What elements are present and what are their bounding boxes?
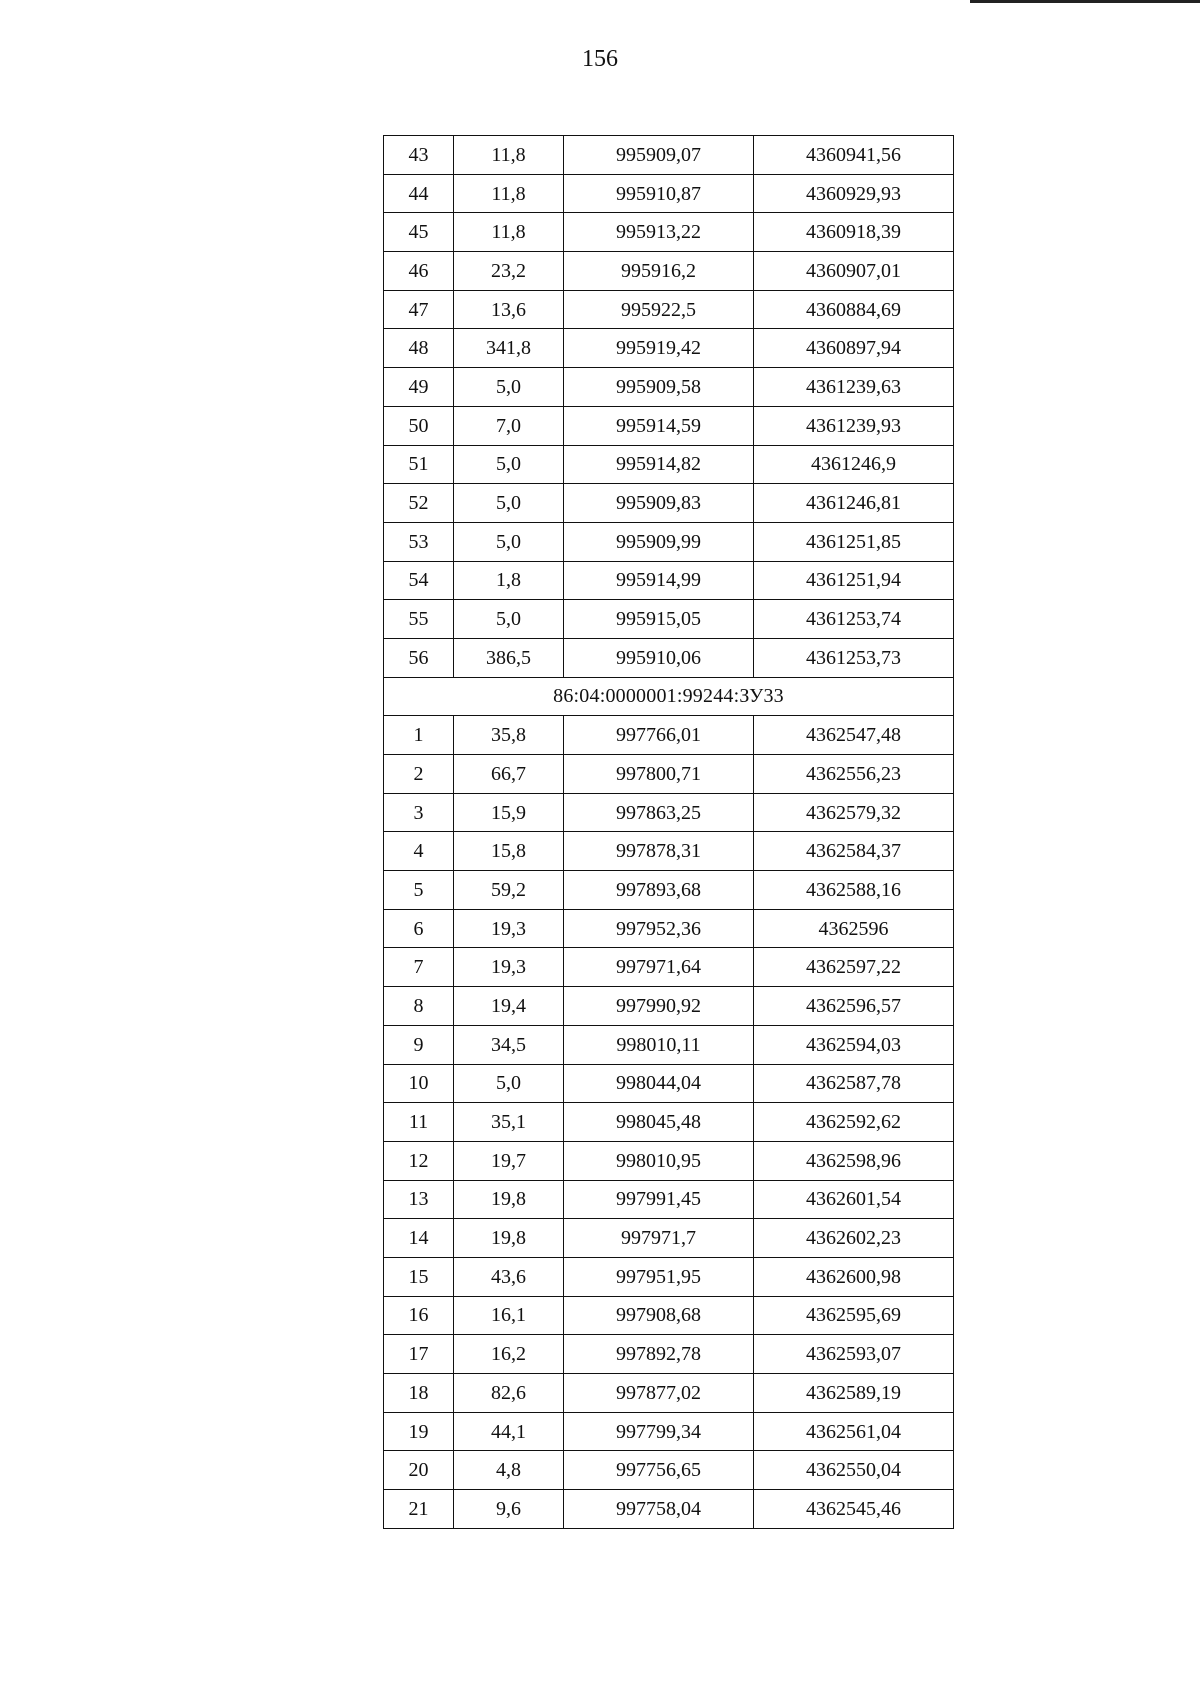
x-coordinate-cell: 995909,99 — [564, 522, 754, 561]
x-coordinate-cell: 995914,82 — [564, 445, 754, 484]
y-coordinate-cell: 4362545,46 — [754, 1490, 954, 1529]
point-number-cell: 3 — [384, 793, 454, 832]
point-number-cell: 13 — [384, 1180, 454, 1219]
y-coordinate-cell: 4362547,48 — [754, 716, 954, 755]
point-number-cell: 53 — [384, 522, 454, 561]
segment-length-cell: 43,6 — [454, 1257, 564, 1296]
table-row — [384, 1064, 954, 1103]
x-coordinate-cell: 995913,22 — [564, 213, 754, 252]
x-coordinate-cell: 997892,78 — [564, 1335, 754, 1374]
segment-length-cell: 5,0 — [454, 1064, 564, 1103]
table-row — [384, 1335, 954, 1374]
point-number-cell: 44 — [384, 174, 454, 213]
table-row — [384, 484, 954, 523]
segment-length-cell: 35,8 — [454, 716, 564, 755]
y-coordinate-cell: 4361251,94 — [754, 561, 954, 600]
y-coordinate-cell: 4362587,78 — [754, 1064, 954, 1103]
point-number-cell: 52 — [384, 484, 454, 523]
table-row — [384, 948, 954, 987]
y-coordinate-cell: 4360884,69 — [754, 290, 954, 329]
segment-length-cell: 16,1 — [454, 1296, 564, 1335]
x-coordinate-cell: 997758,04 — [564, 1490, 754, 1529]
table-row — [384, 600, 954, 639]
segment-length-cell: 11,8 — [454, 174, 564, 213]
table-row — [384, 213, 954, 252]
table-row — [384, 832, 954, 871]
y-coordinate-cell: 4362594,03 — [754, 1025, 954, 1064]
segment-length-cell: 4,8 — [454, 1451, 564, 1490]
y-coordinate-cell: 4361239,93 — [754, 406, 954, 445]
segment-length-cell: 5,0 — [454, 522, 564, 561]
segment-length-cell: 5,0 — [454, 445, 564, 484]
y-coordinate-cell: 4362593,07 — [754, 1335, 954, 1374]
x-coordinate-cell: 995910,87 — [564, 174, 754, 213]
table-row — [384, 716, 954, 755]
point-number-cell: 7 — [384, 948, 454, 987]
table-row — [384, 445, 954, 484]
table-row — [384, 522, 954, 561]
point-number-cell: 18 — [384, 1374, 454, 1413]
x-coordinate-cell: 995909,58 — [564, 368, 754, 407]
x-coordinate-cell: 997756,65 — [564, 1451, 754, 1490]
point-number-cell: 6 — [384, 909, 454, 948]
segment-length-cell: 59,2 — [454, 871, 564, 910]
point-number-cell: 20 — [384, 1451, 454, 1490]
table-row — [384, 406, 954, 445]
segment-length-cell: 34,5 — [454, 1025, 564, 1064]
table-row — [384, 174, 954, 213]
y-coordinate-cell: 4360907,01 — [754, 252, 954, 291]
y-coordinate-cell: 4360929,93 — [754, 174, 954, 213]
table-row — [384, 1103, 954, 1142]
table-row — [384, 1412, 954, 1451]
y-coordinate-cell: 4362598,96 — [754, 1141, 954, 1180]
y-coordinate-cell: 4362595,69 — [754, 1296, 954, 1335]
table-row — [384, 368, 954, 407]
point-number-cell: 16 — [384, 1296, 454, 1335]
x-coordinate-cell: 997799,34 — [564, 1412, 754, 1451]
point-number-cell: 4 — [384, 832, 454, 871]
segment-length-cell: 66,7 — [454, 755, 564, 794]
table-row — [384, 909, 954, 948]
point-number-cell: 43 — [384, 136, 454, 175]
coordinates-table-body — [384, 136, 954, 1529]
x-coordinate-cell: 998045,48 — [564, 1103, 754, 1142]
table-row — [384, 871, 954, 910]
point-number-cell: 21 — [384, 1490, 454, 1529]
segment-length-cell: 19,3 — [454, 909, 564, 948]
point-number-cell: 55 — [384, 600, 454, 639]
segment-length-cell: 15,9 — [454, 793, 564, 832]
y-coordinate-cell: 4362602,23 — [754, 1219, 954, 1258]
segment-length-cell: 19,7 — [454, 1141, 564, 1180]
x-coordinate-cell: 997951,95 — [564, 1257, 754, 1296]
table-row — [384, 1025, 954, 1064]
table-row — [384, 329, 954, 368]
y-coordinate-cell: 4362597,22 — [754, 948, 954, 987]
point-number-cell: 9 — [384, 1025, 454, 1064]
segment-length-cell: 19,4 — [454, 987, 564, 1026]
table-row — [384, 755, 954, 794]
y-coordinate-cell: 4362592,62 — [754, 1103, 954, 1142]
segment-length-cell: 341,8 — [454, 329, 564, 368]
segment-length-cell: 19,8 — [454, 1219, 564, 1258]
table-row — [384, 793, 954, 832]
y-coordinate-cell: 4361246,81 — [754, 484, 954, 523]
table-row — [384, 252, 954, 291]
point-number-cell: 48 — [384, 329, 454, 368]
segment-length-cell: 11,8 — [454, 136, 564, 175]
x-coordinate-cell: 997908,68 — [564, 1296, 754, 1335]
x-coordinate-cell: 995919,42 — [564, 329, 754, 368]
point-number-cell: 1 — [384, 716, 454, 755]
y-coordinate-cell: 4362596,57 — [754, 987, 954, 1026]
x-coordinate-cell: 997952,36 — [564, 909, 754, 948]
x-coordinate-cell: 998010,11 — [564, 1025, 754, 1064]
page-number: 156 — [582, 46, 618, 72]
section-row — [384, 677, 954, 716]
table-row — [384, 1180, 954, 1219]
x-coordinate-cell: 995915,05 — [564, 600, 754, 639]
point-number-cell: 54 — [384, 561, 454, 600]
y-coordinate-cell: 4362589,19 — [754, 1374, 954, 1413]
point-number-cell: 19 — [384, 1412, 454, 1451]
x-coordinate-cell: 997971,7 — [564, 1219, 754, 1258]
point-number-cell: 45 — [384, 213, 454, 252]
y-coordinate-cell: 4362601,54 — [754, 1180, 954, 1219]
segment-length-cell: 5,0 — [454, 484, 564, 523]
point-number-cell: 50 — [384, 406, 454, 445]
segment-length-cell: 82,6 — [454, 1374, 564, 1413]
x-coordinate-cell: 997766,01 — [564, 716, 754, 755]
x-coordinate-cell: 995914,59 — [564, 406, 754, 445]
table-row — [384, 987, 954, 1026]
table-row — [384, 1257, 954, 1296]
table-row — [384, 1296, 954, 1335]
table-row — [384, 561, 954, 600]
point-number-cell: 2 — [384, 755, 454, 794]
table-row — [384, 290, 954, 329]
segment-length-cell: 9,6 — [454, 1490, 564, 1529]
point-number-cell: 5 — [384, 871, 454, 910]
point-number-cell: 46 — [384, 252, 454, 291]
segment-length-cell: 1,8 — [454, 561, 564, 600]
y-coordinate-cell: 4362556,23 — [754, 755, 954, 794]
segment-length-cell: 5,0 — [454, 368, 564, 407]
x-coordinate-cell: 997971,64 — [564, 948, 754, 987]
point-number-cell: 10 — [384, 1064, 454, 1103]
table-row — [384, 136, 954, 175]
section-title: 86:04:0000001:99244:ЗУ33 — [384, 677, 954, 716]
y-coordinate-cell: 4361239,63 — [754, 368, 954, 407]
table-row — [384, 1490, 954, 1529]
x-coordinate-cell: 998010,95 — [564, 1141, 754, 1180]
x-coordinate-cell: 995916,2 — [564, 252, 754, 291]
table-row — [384, 1451, 954, 1490]
point-number-cell: 47 — [384, 290, 454, 329]
y-coordinate-cell: 4362561,04 — [754, 1412, 954, 1451]
y-coordinate-cell: 4361246,9 — [754, 445, 954, 484]
segment-length-cell: 44,1 — [454, 1412, 564, 1451]
point-number-cell: 14 — [384, 1219, 454, 1258]
y-coordinate-cell: 4362584,37 — [754, 832, 954, 871]
y-coordinate-cell: 4362579,32 — [754, 793, 954, 832]
x-coordinate-cell: 997893,68 — [564, 871, 754, 910]
point-number-cell: 51 — [384, 445, 454, 484]
table-row — [384, 1374, 954, 1413]
point-number-cell: 49 — [384, 368, 454, 407]
y-coordinate-cell: 4362600,98 — [754, 1257, 954, 1296]
y-coordinate-cell: 4361251,85 — [754, 522, 954, 561]
x-coordinate-cell: 997800,71 — [564, 755, 754, 794]
y-coordinate-cell: 4362550,04 — [754, 1451, 954, 1490]
x-coordinate-cell: 997878,31 — [564, 832, 754, 871]
x-coordinate-cell: 997990,92 — [564, 987, 754, 1026]
y-coordinate-cell: 4362588,16 — [754, 871, 954, 910]
table-row — [384, 638, 954, 677]
point-number-cell: 8 — [384, 987, 454, 1026]
y-coordinate-cell: 4362596 — [754, 909, 954, 948]
segment-length-cell: 7,0 — [454, 406, 564, 445]
y-coordinate-cell: 4360897,94 — [754, 329, 954, 368]
segment-length-cell: 19,8 — [454, 1180, 564, 1219]
y-coordinate-cell: 4361253,74 — [754, 600, 954, 639]
coordinates-table — [383, 135, 954, 1529]
point-number-cell: 11 — [384, 1103, 454, 1142]
point-number-cell: 15 — [384, 1257, 454, 1296]
point-number-cell: 56 — [384, 638, 454, 677]
point-number-cell: 17 — [384, 1335, 454, 1374]
y-coordinate-cell: 4361253,73 — [754, 638, 954, 677]
segment-length-cell: 15,8 — [454, 832, 564, 871]
table-row — [384, 1141, 954, 1180]
top-edge-rule — [970, 0, 1200, 3]
segment-length-cell: 35,1 — [454, 1103, 564, 1142]
x-coordinate-cell: 997877,02 — [564, 1374, 754, 1413]
y-coordinate-cell: 4360941,56 — [754, 136, 954, 175]
x-coordinate-cell: 995914,99 — [564, 561, 754, 600]
x-coordinate-cell: 995909,07 — [564, 136, 754, 175]
segment-length-cell: 13,6 — [454, 290, 564, 329]
x-coordinate-cell: 995909,83 — [564, 484, 754, 523]
segment-length-cell: 386,5 — [454, 638, 564, 677]
x-coordinate-cell: 997863,25 — [564, 793, 754, 832]
x-coordinate-cell: 995922,5 — [564, 290, 754, 329]
y-coordinate-cell: 4360918,39 — [754, 213, 954, 252]
x-coordinate-cell: 997991,45 — [564, 1180, 754, 1219]
table-row — [384, 1219, 954, 1258]
segment-length-cell: 5,0 — [454, 600, 564, 639]
x-coordinate-cell: 995910,06 — [564, 638, 754, 677]
segment-length-cell: 11,8 — [454, 213, 564, 252]
segment-length-cell: 23,2 — [454, 252, 564, 291]
point-number-cell: 12 — [384, 1141, 454, 1180]
segment-length-cell: 19,3 — [454, 948, 564, 987]
x-coordinate-cell: 998044,04 — [564, 1064, 754, 1103]
segment-length-cell: 16,2 — [454, 1335, 564, 1374]
